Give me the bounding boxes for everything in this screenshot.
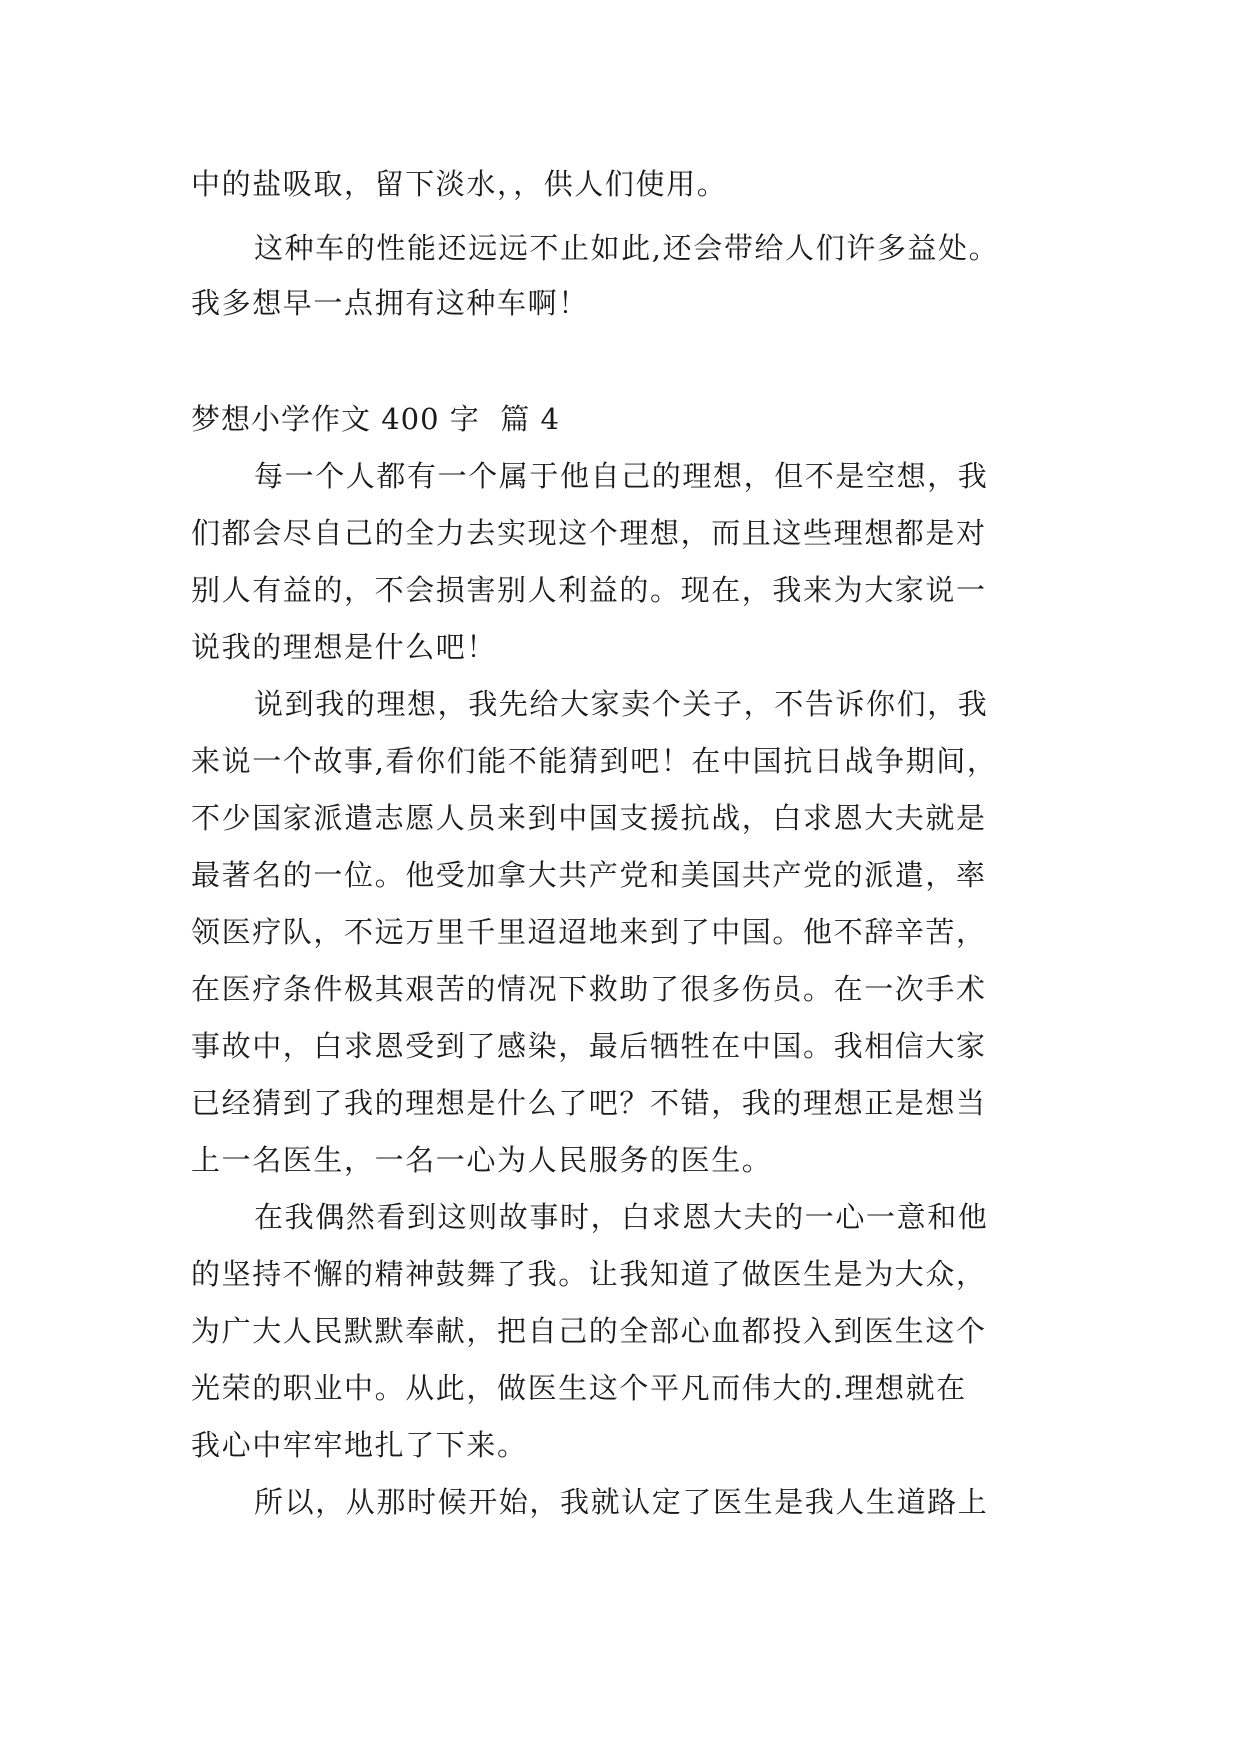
text-line: 我心中牢牢地扎了下来。	[191, 1428, 528, 1462]
text-line: 所以，从那时候开始，我就认定了医生是我人生道路上	[254, 1485, 989, 1519]
text-line: 上一名医生，一名一心为人民服务的医生。	[191, 1143, 773, 1177]
text-line: 说到我的理想，我先给大家卖个关子，不告诉你们，我	[254, 687, 989, 721]
text-line: 在医疗条件极其艰苦的情况下救助了很多伤员。在一次手术	[191, 972, 987, 1006]
essay-heading: 梦想小学作文 400 字 篇 4	[191, 402, 560, 436]
text-line: 我多想早一点拥有这种车啊！	[191, 286, 589, 320]
text-line: 别人有益的，不会损害别人利益的。现在，我来为大家说一	[191, 573, 987, 607]
text-line: 最著名的一位。他受加拿大共产党和美国共产党的派遣，率	[191, 858, 987, 892]
text-line: 已经猜到了我的理想是什么了吧？不错，我的理想正是想当	[191, 1086, 987, 1120]
text-line: 不少国家派遣志愿人员来到中国支援抗战，白求恩大夫就是	[191, 801, 987, 835]
text-line: 在我偶然看到这则故事时，白求恩大夫的一心一意和他	[254, 1200, 989, 1234]
text-line: 为广大人民默默奉献，把自己的全部心血都投入到医生这个	[191, 1314, 987, 1348]
text-line: 这种车的性能还远远不止如此,还会带给人们许多益处。	[254, 231, 1000, 265]
text-line: 的坚持不懈的精神鼓舞了我。让我知道了做医生是为大众，	[191, 1257, 987, 1291]
text-line: 中的盐吸取，留下淡水，，供人们使用。	[191, 167, 728, 201]
text-line: 领医疗队，不远万里千里迢迢地来到了中国。他不辞辛苦，	[191, 915, 987, 949]
text-line: 来说一个故事,看你们能不能猜到吧！在中国抗日战争期间，	[191, 744, 998, 778]
text-line: 事故中，白求恩受到了感染，最后牺牲在中国。我相信大家	[191, 1029, 987, 1063]
text-line: 说我的理想是什么吧！	[191, 630, 498, 664]
text-line: 们都会尽自己的全力去实现这个理想，而且这些理想都是对	[191, 516, 987, 550]
text-line: 光荣的职业中。从此，做医生这个平凡而伟大的.理想就在	[191, 1371, 967, 1405]
text-line: 每一个人都有一个属于他自己的理想，但不是空想，我	[254, 459, 989, 493]
